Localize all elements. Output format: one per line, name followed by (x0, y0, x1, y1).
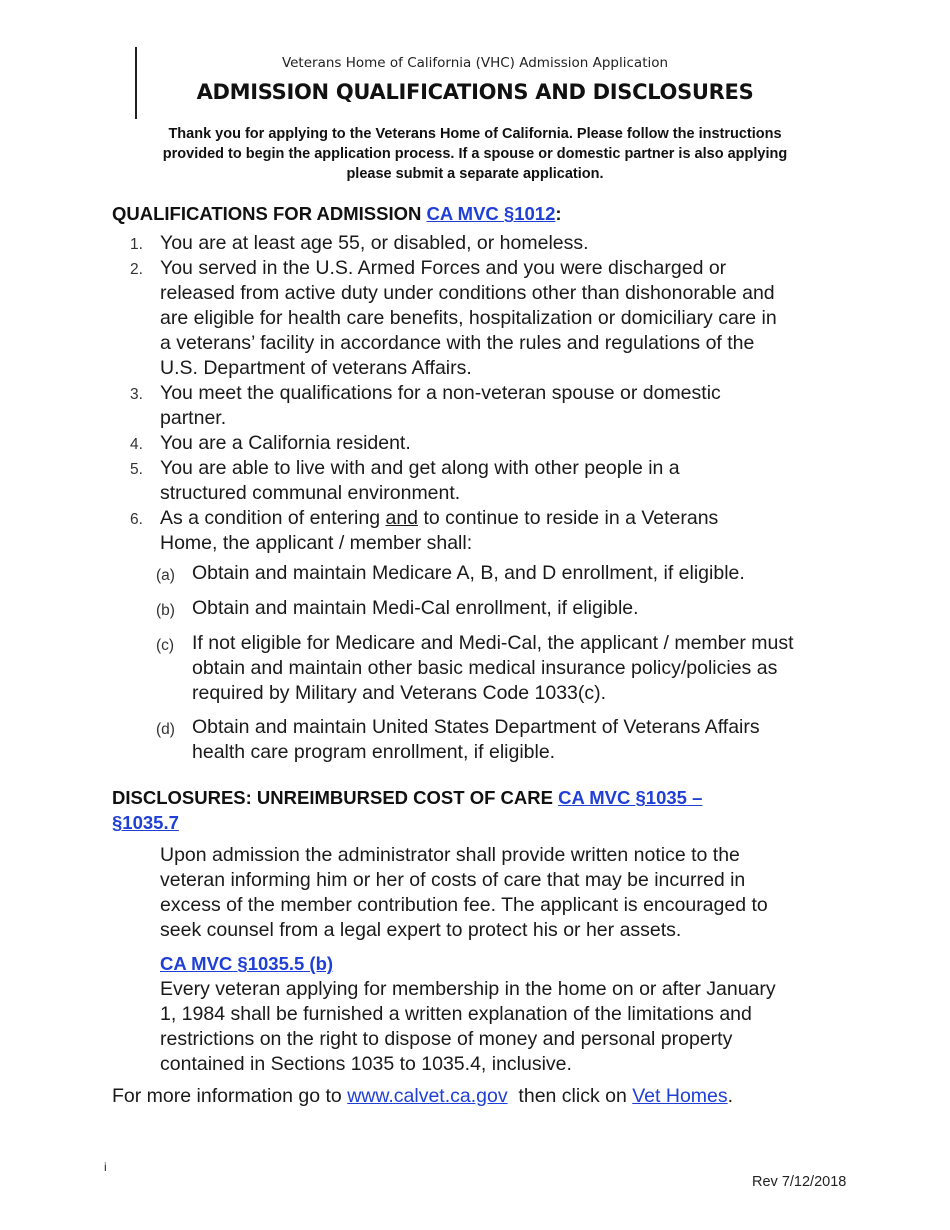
qualifications-heading (112, 203, 562, 225)
list-item (130, 231, 860, 256)
list-number: 2. (130, 261, 143, 278)
mvc-1035-7-link[interactable]: §1035.7 (112, 812, 179, 833)
list-line: U.S. Department of veterans Affairs. (160, 357, 472, 379)
list-item (130, 456, 860, 506)
list-number: 4. (130, 436, 143, 453)
mvc-1035-5-b-link[interactable]: CA MVC §1035.5 (b) (160, 953, 334, 974)
sub-list-item (156, 596, 882, 621)
mvc-1035-link[interactable]: CA MVC §1035 – (558, 787, 703, 808)
list-number: 1. (130, 236, 143, 253)
disclosures-heading (112, 785, 702, 835)
page-title: ADMISSION QUALIFICATIONS AND DISCLOSURES (196, 80, 754, 104)
list-line: released from active duty under conditions other than dishonorable and (160, 282, 775, 304)
list-line: You served in the U.S. Armed Forces and you were discharged or (160, 257, 727, 279)
list-line: If not eligible for Medicare and Medi-Cal, the applicant / member must (192, 632, 794, 654)
more-info (112, 1085, 733, 1108)
list-item (130, 506, 860, 556)
paragraph-line: seek counsel from a legal expert to protect his or her assets. (160, 919, 682, 941)
revision-date: Rev 7/12/2018 (752, 1174, 847, 1190)
more-info-text: then click on (507, 1085, 633, 1107)
sub-list-item (156, 715, 882, 765)
sub-list-letter: (b) (156, 602, 175, 619)
sub-list-letter: (d) (156, 721, 175, 738)
sub-list-item (156, 561, 882, 586)
list-line: structured communal environment. (160, 482, 461, 504)
list-line: You are at least age 55, or disabled, or homeless. (160, 232, 589, 254)
underlined-word: and (385, 507, 419, 529)
paragraph-line: 1, 1984 shall be furnished a written explanation of the limitations and (160, 1003, 752, 1025)
document-subtitle: Veterans Home of California (VHC) Admission Application (281, 55, 669, 71)
list-line: Obtain and maintain Medi-Cal enrollment, if eligible. (192, 597, 639, 619)
list-number: 5. (130, 461, 143, 478)
disclosures-heading-line (112, 785, 702, 810)
list-line: required by Military and Veterans Code 1033(c). (192, 682, 607, 704)
list-line-part: As a condition of entering (160, 507, 386, 529)
list-item (130, 431, 860, 456)
list-number: 6. (130, 511, 143, 528)
list-line: You meet the qualifications for a non-veteran spouse or domestic (160, 382, 721, 404)
list-item (130, 256, 860, 381)
disclosures-heading-line (112, 810, 702, 835)
list-line: You are a California resident. (160, 432, 411, 454)
intro-text (100, 124, 850, 184)
paragraph-line: veteran informing him or her of costs of care that may be incurred in (160, 869, 746, 891)
sub-list-letter: (c) (156, 637, 175, 654)
disclosure-paragraph (160, 977, 850, 1077)
paragraph-line: Upon admission the administrator shall provide written notice to the (160, 844, 740, 866)
list-line: obtain and maintain other basic medical insurance policy/policies as (192, 657, 778, 679)
list-line: partner. (160, 407, 227, 429)
list-line-part: to continue to reside in a Veterans (418, 507, 719, 529)
qualifications-heading-text: QUALIFICATIONS FOR ADMISSION (112, 203, 427, 224)
page-marker: i (104, 1160, 107, 1174)
paragraph-line: excess of the member contribution fee. The applicant is encouraged to (160, 894, 768, 916)
list-line: You are able to live with and get along with other people in a (160, 457, 680, 479)
list-number: 3. (130, 386, 143, 403)
disclosure-paragraph (160, 843, 850, 943)
list-item (130, 381, 860, 431)
calvet-website-link[interactable]: www.calvet.ca.gov (347, 1085, 508, 1107)
disclosures-heading-text: DISCLOSURES: UNREIMBURSED COST OF CARE (112, 787, 559, 808)
paragraph-line: contained in Sections 1035 to 1035.4, inclusive. (160, 1053, 572, 1075)
intro-line: provided to begin the application process. If a spouse or domestic partner is also applying (162, 146, 788, 162)
list-line: Obtain and maintain United States Department of Veterans Affairs (192, 716, 760, 738)
list-line: Home, the applicant / member shall: (160, 532, 473, 554)
mvc-1012-link[interactable]: CA MVC §1012 (426, 203, 556, 224)
list-line: Obtain and maintain Medicare A, B, and D enrollment, if eligible. (192, 562, 745, 584)
heading-colon: : (555, 203, 562, 224)
list-line (160, 506, 860, 531)
list-line: are eligible for health care benefits, hospitalization or domiciliary care in (160, 307, 777, 329)
intro-line: please submit a separate application. (346, 166, 604, 182)
intro-line: Thank you for applying to the Veterans Home of California. Please follow the instructions (168, 126, 782, 142)
more-info-text: . (727, 1085, 734, 1107)
list-line: health care program enrollment, if eligible. (192, 741, 556, 763)
paragraph-line: restrictions on the right to dispose of money and personal property (160, 1028, 733, 1050)
sub-list-letter: (a) (156, 567, 175, 584)
more-info-text: For more information go to (112, 1085, 348, 1107)
vet-homes-link[interactable]: Vet Homes (632, 1085, 728, 1107)
paragraph-line: Every veteran applying for membership in the home on or after January (160, 978, 776, 1000)
list-line: a veterans’ facility in accordance with the rules and regulations of the (160, 332, 755, 354)
sub-list-item (156, 631, 882, 706)
subsection-heading (160, 953, 333, 975)
